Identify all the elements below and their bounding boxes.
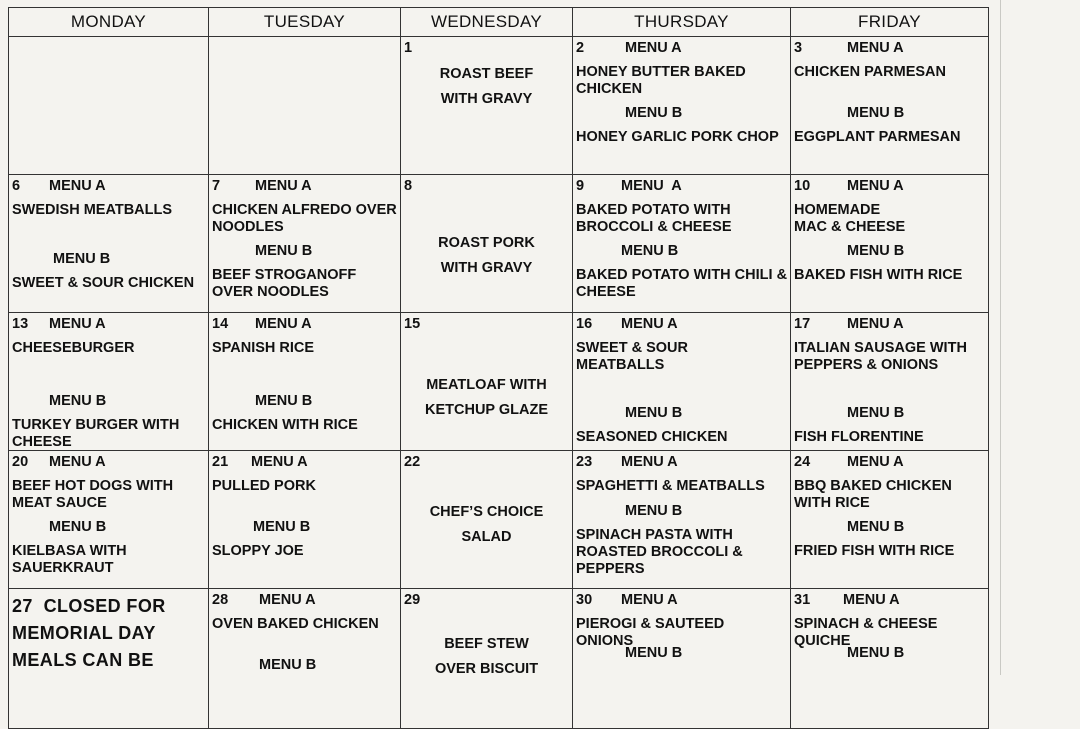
page-edge-line — [1000, 0, 1001, 675]
menu-b-item: BAKED POTATO WITH CHILI & CHEESE — [576, 267, 788, 300]
day-number: 14 — [212, 316, 229, 332]
day-cell-mon-13 — [9, 313, 209, 451]
day-number: 2 — [576, 40, 585, 56]
day-number: 29 — [404, 592, 421, 608]
day-number: 21 — [212, 454, 229, 470]
menu-a-label: MENU A — [847, 316, 904, 332]
day-number: 22 — [404, 454, 421, 470]
day-cell-fri-3 — [791, 37, 989, 175]
menu-a-item: CHICKEN ALFREDO OVER NOODLES — [212, 202, 397, 235]
wed-meal-line1: ROAST PORK — [438, 235, 535, 251]
day-cell-mon-20 — [9, 451, 209, 589]
menu-b-item: EGGPLANT PARMESAN — [794, 129, 961, 145]
header-friday: FRIDAY — [791, 8, 989, 37]
menu-a-label: MENU A — [621, 178, 682, 194]
day-cell-fri-24 — [791, 451, 989, 589]
day-cell-mon-27 — [9, 589, 209, 729]
menu-b-label: MENU B — [255, 393, 313, 409]
day-cell-thu-30 — [573, 589, 791, 729]
day-number: 1 — [404, 40, 413, 56]
menu-a-item: SPAGHETTI & MEATBALLS — [576, 478, 765, 494]
week-row-5 — [9, 589, 989, 729]
wed-meal-line2: OVER BISCUIT — [434, 661, 539, 677]
day-cell-tue-21 — [209, 451, 401, 589]
day-cell-wed-29 — [401, 589, 573, 729]
menu-b-label: MENU B — [625, 503, 683, 519]
menu-a-item: SPINACH & CHEESE QUICHE — [794, 616, 938, 649]
menu-a-label: MENU A — [847, 40, 904, 56]
day-cell-wed-15 — [401, 313, 573, 451]
menu-a-item: ITALIAN SAUSAGE WITH PEPPERS & ONIONS — [794, 340, 967, 373]
menu-b-item: SLOPPY JOE — [212, 543, 304, 559]
day-number: 9 — [576, 178, 585, 194]
day-number: 24 — [794, 454, 811, 470]
menu-a-item: CHEESEBURGER — [12, 340, 135, 356]
menu-a-item: SWEDISH MEATBALLS — [12, 202, 173, 218]
menu-b-label: MENU B — [49, 393, 107, 409]
menu-a-item: PULLED PORK — [212, 478, 316, 494]
day-cell-wed-22 — [401, 451, 573, 589]
day-number: 15 — [404, 316, 421, 332]
menu-b-item: CHICKEN WITH RICE — [212, 417, 358, 433]
menu-b-item: FISH FLORENTINE — [794, 429, 924, 445]
menu-a-label: MENU A — [621, 454, 678, 470]
day-number: 28 — [212, 592, 229, 608]
menu-a-label: MENU A — [255, 178, 312, 194]
menu-a-item: PIEROGI & SAUTEED ONIONS — [576, 616, 725, 649]
menu-a-item: SWEET & SOUR MEATBALLS — [576, 340, 688, 373]
menu-b-label: MENU B — [253, 519, 311, 535]
wed-meal-line2: WITH GRAVY — [440, 91, 533, 107]
menu-a-label: MENU A — [251, 454, 308, 470]
menu-a-label: MENU A — [847, 178, 904, 194]
menu-a-label: MENU A — [49, 454, 106, 470]
day-cell-thu-2 — [573, 37, 791, 175]
day-cell-empty — [209, 37, 401, 175]
menu-a-label: MENU A — [621, 316, 678, 332]
menu-b-item: TURKEY BURGER WITH CHEESE — [12, 417, 180, 450]
menu-a-label: MENU A — [259, 592, 316, 608]
closed-notice-line2: MEMORIAL DAY — [12, 623, 156, 643]
day-cell-tue-7 — [209, 175, 401, 313]
menu-b-label: MENU B — [847, 243, 905, 259]
day-cell-thu-9 — [573, 175, 791, 313]
wed-meal-line1: MEATLOAF WITH — [426, 377, 547, 393]
menu-b-label: MENU B — [847, 519, 905, 535]
day-number: 20 — [12, 454, 29, 470]
menu-a-item: BEEF HOT DOGS WITH MEAT SAUCE — [12, 478, 174, 511]
week-row-3 — [9, 313, 989, 451]
menu-a-label: MENU A — [847, 454, 904, 470]
day-number: 23 — [576, 454, 593, 470]
day-number: 3 — [794, 40, 803, 56]
header-wednesday: WEDNESDAY — [401, 8, 573, 37]
menu-b-label: MENU B — [847, 105, 905, 121]
wed-meal-line1: ROAST BEEF — [439, 66, 534, 82]
menu-a-label: MENU A — [625, 40, 682, 56]
menu-a-label: MENU A — [255, 316, 312, 332]
menu-b-label: MENU B — [621, 243, 679, 259]
day-cell-empty — [9, 37, 209, 175]
menu-b-item: BAKED FISH WITH RICE — [794, 267, 963, 283]
header-monday: MONDAY — [9, 8, 209, 37]
wed-meal-line2: SALAD — [461, 529, 512, 545]
menu-a-label: MENU A — [843, 592, 900, 608]
menu-a-item: CHICKEN PARMESAN — [794, 64, 946, 80]
header-thursday: THURSDAY — [573, 8, 791, 37]
menu-b-label: MENU B — [625, 405, 683, 421]
wed-meal-line2: KETCHUP GLAZE — [425, 402, 548, 418]
day-number: 30 — [576, 592, 593, 608]
day-cell-mon-6 — [9, 175, 209, 313]
week-row-1 — [9, 37, 989, 175]
wed-meal-line1: CHEF’S CHOICE — [429, 504, 544, 520]
menu-a-item: OVEN BAKED CHICKEN — [212, 616, 379, 632]
wed-meal-line2: WITH GRAVY — [440, 260, 533, 276]
weekday-header-row — [9, 8, 989, 37]
menu-a-label: MENU A — [49, 178, 106, 194]
day-cell-thu-23 — [573, 451, 791, 589]
day-cell-tue-14 — [209, 313, 401, 451]
day-number: 6 — [12, 178, 21, 194]
day-cell-fri-10 — [791, 175, 989, 313]
closed-notice-line1: 27 CLOSED FOR — [12, 596, 166, 616]
menu-b-label: MENU B — [259, 657, 317, 673]
week-row-2 — [9, 175, 989, 313]
menu-a-item: BAKED POTATO WITH BROCCOLI & CHEESE — [576, 202, 732, 235]
day-number: 7 — [212, 178, 221, 194]
header-tuesday: TUESDAY — [209, 8, 401, 37]
menu-b-item: SWEET & SOUR CHICKEN — [12, 275, 195, 291]
menu-b-label: MENU B — [847, 405, 905, 421]
menu-a-item: HONEY BUTTER BAKED CHICKEN — [576, 64, 746, 97]
day-cell-thu-16 — [573, 313, 791, 451]
menu-b-label: MENU B — [625, 105, 683, 121]
day-number: 17 — [794, 316, 811, 332]
menu-b-item: SEASONED CHICKEN — [576, 429, 728, 445]
menu-b-label: MENU B — [53, 251, 111, 267]
menu-b-label: MENU B — [625, 645, 683, 661]
menu-a-item: HOMEMADE MAC & CHEESE — [794, 202, 906, 235]
day-number: 8 — [404, 178, 413, 194]
closed-notice-line3: MEALS CAN BE — [12, 650, 154, 670]
menu-a-label: MENU A — [49, 316, 106, 332]
menu-b-item: HONEY GARLIC PORK CHOP — [576, 129, 779, 145]
day-number: 10 — [794, 178, 811, 194]
menu-b-item: FRIED FISH WITH RICE — [794, 543, 955, 559]
wed-meal-line1: BEEF STEW — [444, 636, 529, 652]
day-number: 16 — [576, 316, 593, 332]
day-cell-fri-17 — [791, 313, 989, 451]
menu-b-label: MENU B — [847, 645, 905, 661]
day-cell-fri-31 — [791, 589, 989, 729]
day-cell-wed-1 — [401, 37, 573, 175]
menu-b-label: MENU B — [255, 243, 313, 259]
menu-b-label: MENU B — [49, 519, 107, 535]
menu-b-item: KIELBASA WITH SAUERKRAUT — [12, 543, 127, 576]
menu-a-item: BBQ BAKED CHICKEN WITH RICE — [794, 478, 952, 511]
week-row-4 — [9, 451, 989, 589]
menu-a-label: MENU A — [621, 592, 678, 608]
day-cell-wed-8 — [401, 175, 573, 313]
day-number: 13 — [12, 316, 29, 332]
day-number: 31 — [794, 592, 811, 608]
menu-b-item: BEEF STROGANOFF OVER NOODLES — [212, 267, 357, 300]
menu-b-item: SPINACH PASTA WITH ROASTED BROCCOLI & PEPPERS — [576, 527, 743, 577]
day-cell-tue-28 — [209, 589, 401, 729]
menu-a-item: SPANISH RICE — [212, 340, 315, 356]
menu-calendar — [8, 7, 989, 729]
